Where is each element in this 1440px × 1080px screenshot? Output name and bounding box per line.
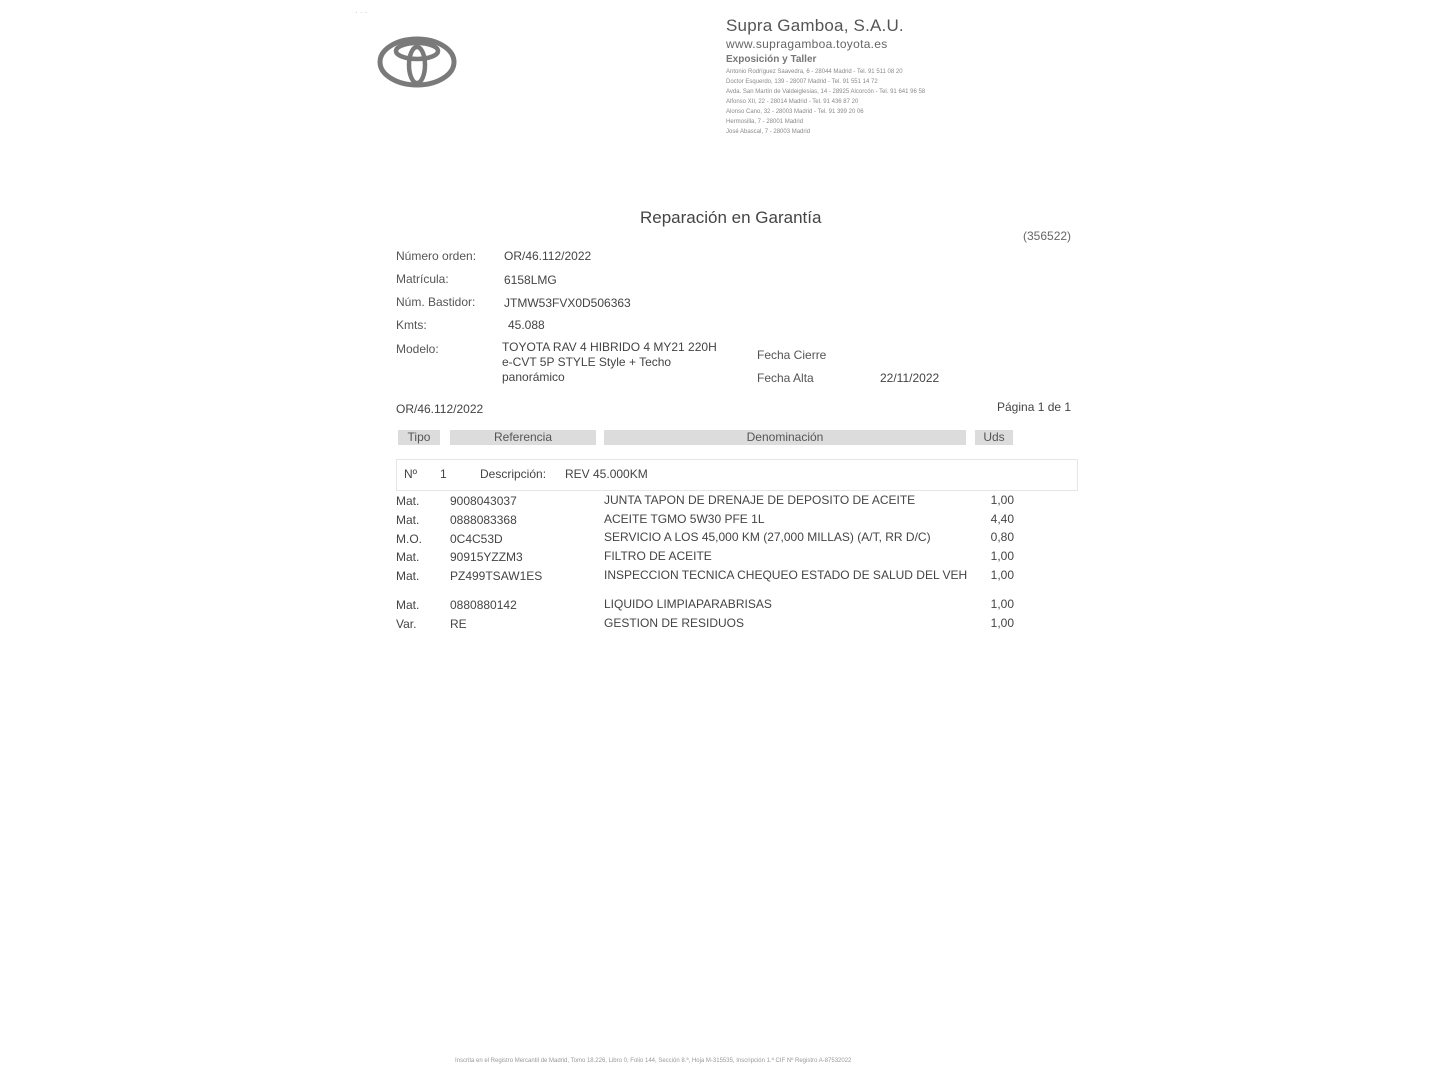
row-den: JUNTA TAPON DE DRENAJE DE DEPOSITO DE ACEITE [604,493,916,507]
branch-address: José Abascal, 7 - 28003 Madrid [726,129,811,135]
row-uds: 1,00 [990,597,1014,611]
order-number-label: Número orden: [396,249,477,263]
plate-value: 6158LMG [504,273,557,287]
row-tipo: Mat. [396,513,420,527]
footer-legal-text: Inscrita en el Registro Mercantil de Madrid, Tomo 18.226, Libro 0, Folio 144, Sección 8.ª, Hoja M-315535, Inscripción 1.ª CIF Nº Registro A-87532022 [455,1058,852,1064]
section-desc-value: REV 45.000KM [565,467,648,481]
branch-address: Antonio Rodríguez Saavedra, 6 - 28044 Madrid - Tel. 91 511 08 20 [726,69,903,75]
branch-address: Alfonso XII, 22 - 28014 Madrid - Tel. 91 436 87 20 [726,99,859,105]
vin-value: JTMW53FVX0D506363 [504,296,631,310]
header-denominacion: Denominación [604,430,966,445]
header-referencia: Referencia [450,430,596,445]
km-value: 45.088 [508,318,545,332]
close-date-label: Fecha Cierre [757,348,827,362]
row-tipo: Mat. [396,494,420,508]
row-ref: 0880880142 [450,598,517,612]
scan-specks: · · · [355,8,368,17]
row-uds: 1,00 [990,568,1014,582]
section-num-value: 1 [440,467,447,481]
row-den: ACEITE TGMO 5W30 PFE 1L [604,512,765,526]
row-ref: 90915YZZM3 [450,550,523,564]
document-code: (356522) [1023,229,1072,243]
header-tipo: Tipo [398,430,440,445]
branch-address: Alonso Cano, 32 - 28003 Madrid - Tel. 91 399 20 06 [726,109,864,115]
document-title: Reparación en Garantía [640,208,822,227]
row-ref: 9008043037 [450,494,517,508]
header-uds: Uds [975,430,1013,445]
branch-address: Avda. San Martín de Valdeiglesias, 14 - 28925 Alcorcón - Tel. 91 641 96 58 [726,89,926,95]
plate-label: Matrícula: [396,272,449,286]
km-label: Kmts: [396,318,427,332]
branch-address: Doctor Esquerdo, 139 - 28007 Madrid - Tel. 91 551 14 72 [726,79,878,85]
row-den: SERVICIO A LOS 45,000 KM (27,000 MILLAS) (A/T, RR D/C) [604,530,931,544]
row-uds: 1,00 [990,493,1014,507]
section-desc-label: Descripción: [480,467,547,481]
toyota-logo-icon [376,34,458,90]
row-ref: 0888083368 [450,513,517,527]
order-number-value: OR/46.112/2022 [504,249,592,263]
row-uds: 1,00 [990,616,1014,630]
row-den: FILTRO DE ACEITE [604,549,712,563]
model-value: TOYOTA RAV 4 HIBRIDO 4 MY21 220H e-CVT 5P STYLE Style + Techo panorámico [502,340,717,384]
row-ref: 0C4C53D [450,532,503,546]
section-num-label: Nº [404,467,418,481]
row-uds: 0,80 [990,530,1014,544]
vin-label: Núm. Bastidor: [396,295,476,309]
company-name: Supra Gamboa, S.A.U. [726,16,904,35]
company-website: www.supragamboa.toyota.es [726,37,888,51]
row-uds: 4,40 [990,512,1014,526]
branch-address: Hermosilla, 7 - 28001 Madrid [726,119,804,125]
row-tipo: Mat. [396,550,420,564]
model-label: Modelo: [396,342,439,356]
page-number: Página 1 de 1 [997,400,1072,414]
row-tipo: Mat. [396,569,420,583]
row-ref: RE [450,617,467,631]
order-reference: OR/46.112/2022 [396,402,484,416]
row-den: INSPECCION TECNICA CHEQUEO ESTADO DE SALUD DEL VEH [604,568,968,582]
row-den: GESTION DE RESIDUOS [604,616,745,630]
open-date-value: 22/11/2022 [880,371,940,385]
company-subtitle: Exposición y Taller [726,54,817,65]
row-uds: 1,00 [990,549,1014,563]
row-tipo: Mat. [396,598,420,612]
row-ref: PZ499TSAW1ES [450,569,543,583]
open-date-label: Fecha Alta [757,371,814,385]
row-tipo: Var. [396,617,417,631]
row-den: LIQUIDO LIMPIAPARABRISAS [604,597,772,611]
row-tipo: M.O. [396,532,422,546]
